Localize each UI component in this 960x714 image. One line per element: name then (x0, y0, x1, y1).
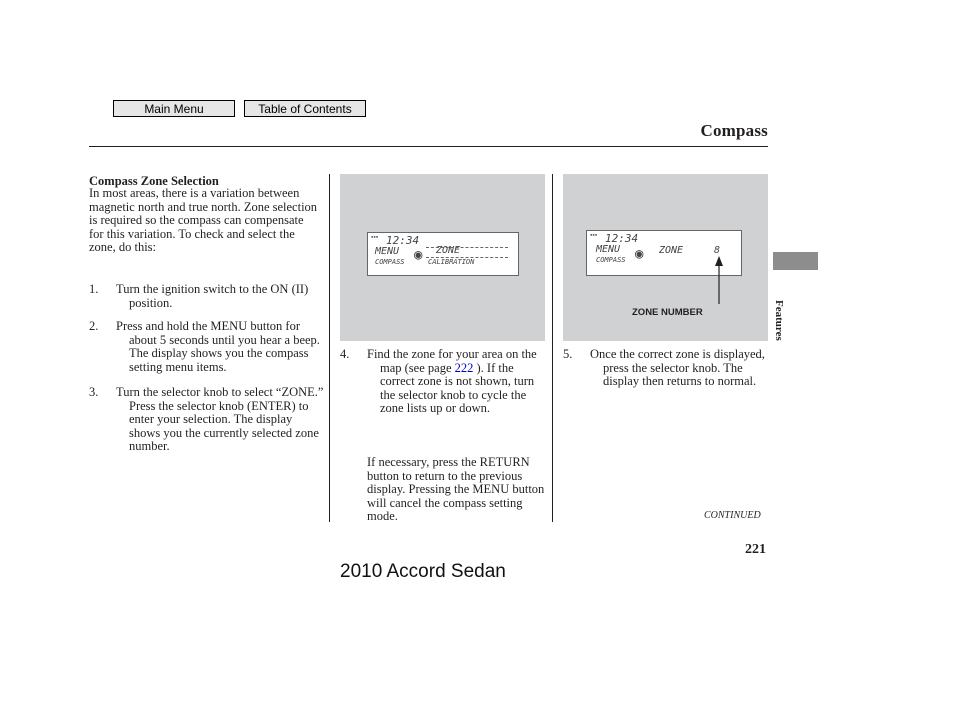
calibration-option: CALIBRATION (428, 258, 475, 266)
step-text: Press and hold the MENU button for about 5 seconds until you hear a beep. The display shows you the compass setting menu items. (116, 319, 320, 374)
step-number: 5. (563, 347, 573, 361)
step-4 (340, 348, 548, 416)
step-text: Turn the selector knob to select “ZONE.” Press the selector knob (ENTER) to enter your selection. The display shows you the currently selected zone number. (116, 385, 324, 454)
header-rule (89, 146, 768, 147)
step-text: Once the correct zone is displayed, press the selector knob. The display then returns to normal. (590, 347, 765, 389)
page-number: 221 (745, 542, 766, 557)
zone-number-caption: ZONE NUMBER (632, 307, 703, 318)
main-menu-button[interactable]: Main Menu (113, 100, 235, 117)
section-label: Features (773, 300, 785, 341)
step-number: 2. (89, 319, 99, 333)
section-tab (773, 252, 818, 270)
continued-marker: CONTINUED (704, 510, 761, 521)
selector-knob-icon: ◉ (414, 247, 423, 263)
zone-number-value: 8 (714, 245, 721, 256)
clock-readout: 12:34 (605, 232, 639, 245)
lcd-display: ▪▪▪ 12:34 MENU COMPASS ◉ ZONE CALIBRATION (367, 232, 519, 276)
page-title: Compass (700, 121, 768, 140)
section-heading: Compass Zone Selection (89, 174, 219, 188)
intro-paragraph: In most areas, there is a variation between magnetic north and true north. Zone selection is required so the compass can compensate for this variation. To check and select the zone, do this: (89, 186, 318, 255)
step-3 (89, 386, 324, 454)
table-of-contents-button[interactable]: Table of Contents (244, 100, 366, 117)
step-5 (563, 348, 776, 389)
footer-model-name: 2010 Accord Sedan (340, 561, 506, 582)
compass-label: COMPASS (375, 258, 405, 266)
step-1 (89, 283, 324, 310)
step-text: Find the zone for your area on the map (see page 222 ). If the correct zone is not shown, turn the selector knob to cycle the zone lists up or down. (367, 347, 537, 416)
zone-option: ZONE (436, 245, 461, 256)
compass-display-figure-1 (340, 174, 545, 341)
step-number: 4. (340, 347, 350, 361)
step-2 (89, 320, 324, 374)
menu-label: MENU (596, 244, 621, 255)
clock-readout: 12:34 (386, 234, 420, 247)
column-divider-right (552, 174, 553, 522)
step-4-note: If necessary, press the RETURN button to return to the previous display. Pressing the MENU button will cancel the compass setting mode. (367, 455, 545, 524)
column-divider-left (329, 174, 330, 522)
callout-arrow-icon (713, 256, 725, 306)
lcd-display: ▪▪▪ 12:34 MENU COMPASS ◉ ZONE 8 (586, 230, 742, 276)
step-number: 1. (89, 282, 99, 296)
menu-label: MENU (375, 246, 400, 257)
selection-frame (426, 247, 508, 258)
page-reference-link[interactable]: 222 (454, 360, 474, 375)
step-number: 3. (89, 385, 99, 399)
step-text: Turn the ignition switch to the ON (II) position. (116, 282, 309, 310)
zone-option: ZONE (659, 245, 684, 256)
compass-label: COMPASS (596, 256, 626, 264)
selector-knob-icon: ◉ (635, 246, 644, 262)
